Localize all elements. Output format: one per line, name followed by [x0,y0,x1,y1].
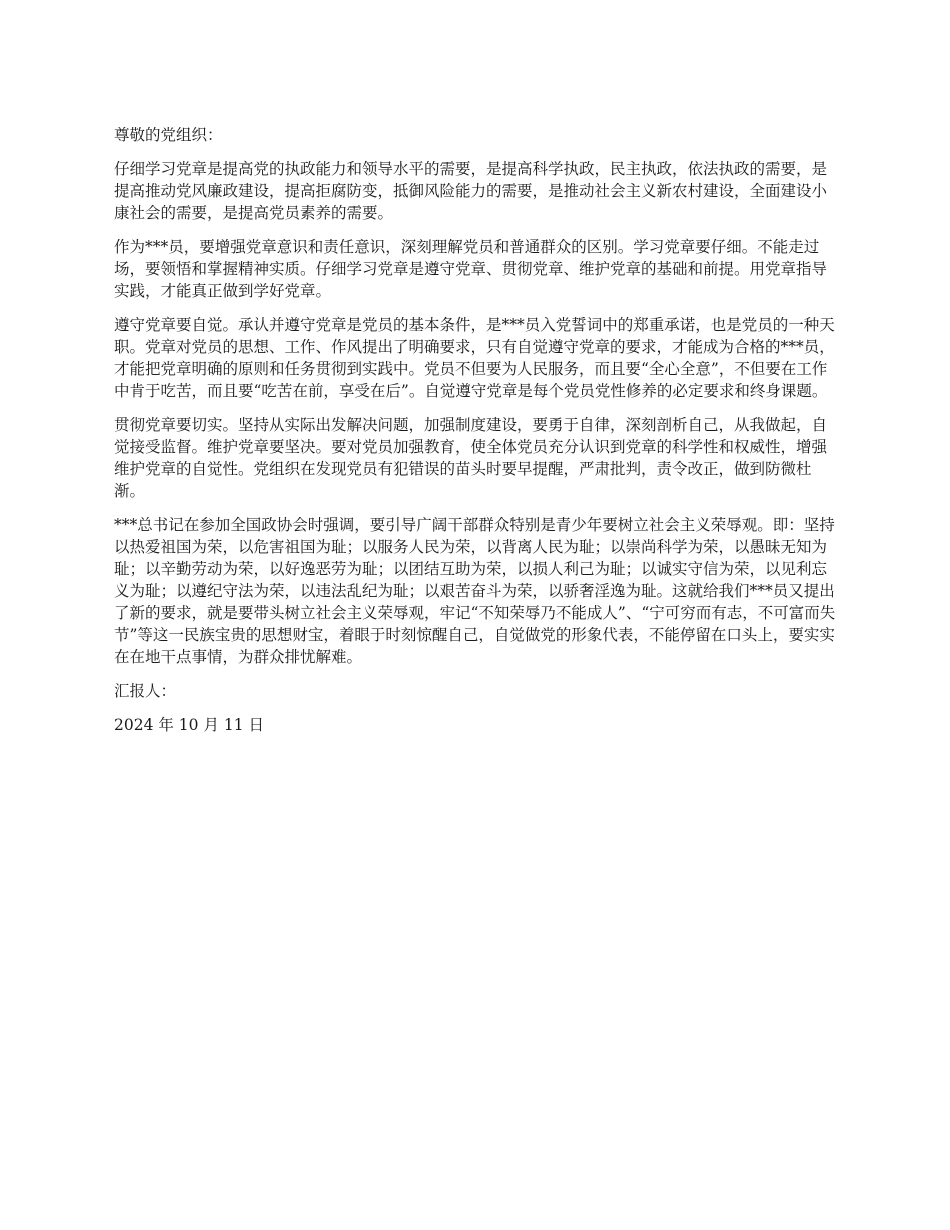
paragraph-1: 仔细学习党章是提高党的执政能力和领导水平的需要，是提高科学执政，民主执政，依法执政的需要，是提高推动党风廉政建设，提高拒腐防变，抵御风险能力的需要，是推动社会主义新农村建设，全面建设小康社会的需要，是提高党员素养的需要。 [114,160,828,222]
paragraph-3: 遵守党章要自觉。承认并遵守党章是党员的基本条件，是***员入党誓词中的郑重承诺，也是党员的一种天职。党章对党员的思想、工作、作风提出了明确要求，只有自觉遵守党章的要求，才能成为合格的***员，才能把党章明确的原则和任务贯彻到实践中。党员不但要为人民服务，而且要“全心全意”，不但要在工作中肯于吃苦，而且要“吃苦在前，享受在后”。自觉遵守党章是每个党员党性修养的必定要求和终身课题。 [114,316,835,400]
paragraph-4: 贯彻党章要切实。坚持从实际出发解决问题，加强制度建设，要勇于自律，深刻剖析自己，从我做起，自觉接受监督。维护党章要坚决。要对党员加强教育，使全体党员充分认识到党章的科学性和权威性，增强维护党章的自觉性。党组织在发现党员有犯错误的苗头时要早提醒，严肃批判，责令改正，做到防微杜渐。 [114,416,828,500]
salutation: 尊敬的党组织： [114,126,223,144]
paragraph-5: ***总书记在参加全国政协会时强调，要引导广阔干部群众特别是青少年要树立社会主义荣辱观。即：坚持以热爱祖国为荣，以危害祖国为耻；以服务人民为荣，以背离人民为耻；以崇尚科学为荣，以愚昧无知为耻；以辛勤劳动为荣，以好逸恶劳为耻；以团结互助为荣，以损人利己为耻；以诚实守信为荣，以见利忘义为耻；以遵纪守法为荣，以违法乱纪为耻；以艰苦奋斗为荣，以骄奢淫逸为耻。这就给我们***员又提出了新的要求，就是要带头树立社会主义荣辱观，牢记“不知荣辱乃不能成人”、“宁可穷而有志，不可富而失节”等这一民族宝贵的思想财宝，着眼于时刻惊醒自己，自觉做党的形象代表，不能停留在口头上，要实实在在地干点事情，为群众排忧解难。 [114,516,836,666]
report-date: 2024 年 10 月 11 日 [114,716,265,734]
signature-label: 汇报人： [114,682,177,700]
document-page [114,124,842,748]
paragraph-2: 作为***员，要增强党章意识和责任意识，深刻理解党员和普通群众的区别。学习党章要仔细。不能走过场，要领悟和掌握精神实质。仔细学习党章是遵守党章、贯彻党章、维护党章的基础和前提。用党章指导实践，才能真正做到学好党章。 [114,238,828,300]
